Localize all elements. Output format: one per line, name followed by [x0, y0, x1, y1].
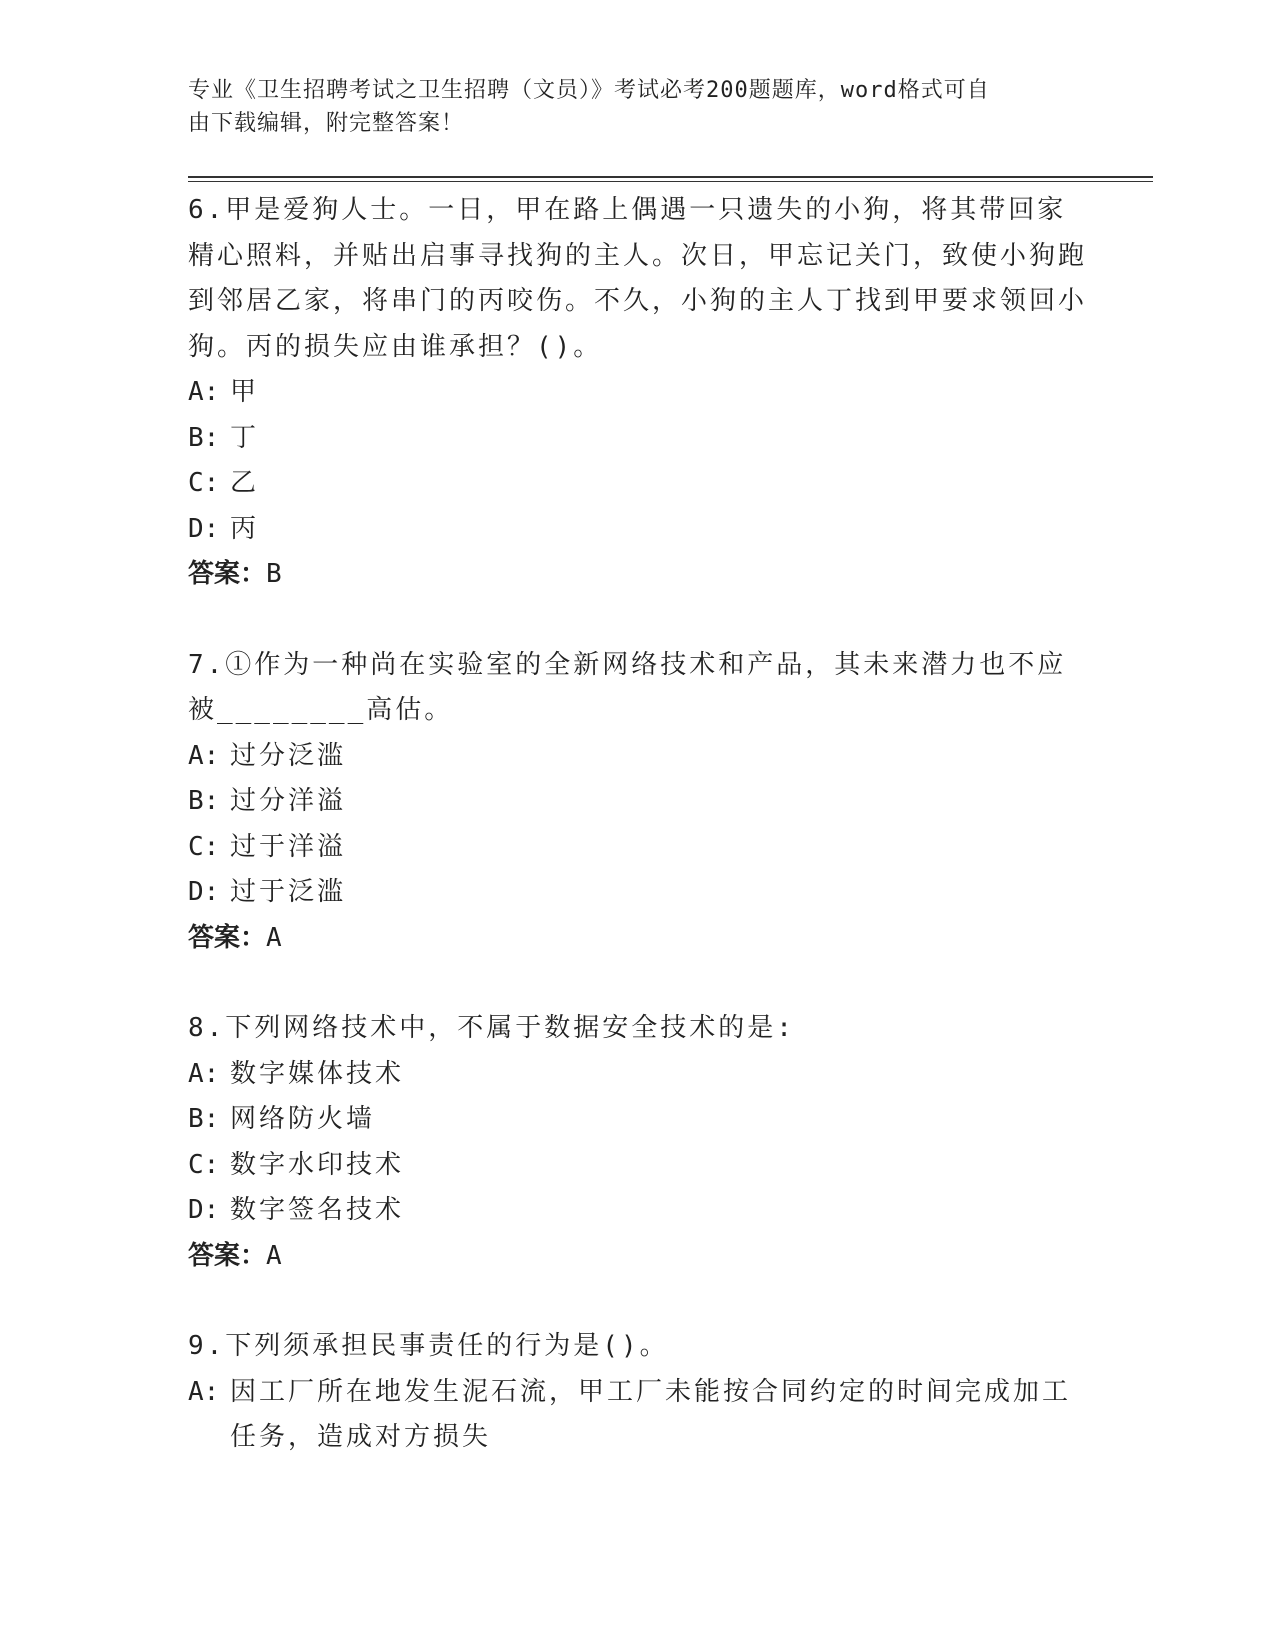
question-stem: 9.下列须承担民事责任的行为是()。 — [188, 1331, 669, 1361]
question-stem: 7.①作为一种尚在实验室的全新网络技术和产品，其未来潜力也不应被________高估。 — [188, 649, 1067, 725]
header-rule-thick — [188, 176, 1153, 178]
option-b — [188, 1097, 1088, 1143]
option-text: 丙 — [230, 513, 260, 544]
answer-value: A — [266, 922, 282, 953]
question-6 — [188, 188, 1088, 598]
header-line-2: 由下载编辑，附完整答案！ — [188, 111, 465, 136]
page-header — [188, 74, 1068, 140]
option-letter: D: — [188, 1195, 220, 1225]
option-a — [188, 370, 1088, 416]
option-letter: D: — [188, 513, 220, 544]
option-letter: A: — [188, 377, 220, 407]
option-text: 数字水印技术 — [230, 1149, 405, 1180]
answer-label: 答案： — [188, 1240, 267, 1271]
question-stem: 6.甲是爱狗人士。一日，甲在路上偶遇一只遗失的小狗，将其带回家精心照料，并贴出启事寻找狗的主人。次日，甲忘记关门，致使小狗跑到邻居乙家，将串门的丙咬伤。不久，小狗的主人丁找到甲要求领回小狗。丙的损失应由谁承担？()。 — [188, 195, 1088, 362]
option-text: 网络防火墙 — [230, 1104, 376, 1134]
option-a — [188, 1052, 1088, 1098]
question-9 — [188, 1324, 1088, 1461]
option-d — [188, 507, 1088, 553]
answer-line — [188, 1234, 1088, 1280]
option-text: 过于泛滥 — [230, 877, 347, 907]
option-text: 因工厂所在地发生泥石流，甲工厂未能按合同约定的时间完成加工任务，造成对方损失 — [230, 1376, 1072, 1452]
question-8 — [188, 1006, 1088, 1279]
option-a — [188, 734, 1088, 780]
option-c — [188, 825, 1088, 871]
option-text: 数字媒体技术 — [230, 1058, 405, 1089]
header-rule-thin — [188, 181, 1153, 182]
option-c — [188, 1143, 1088, 1189]
option-b — [188, 416, 1088, 462]
answer-line — [188, 916, 1088, 962]
question-list — [188, 188, 1088, 1461]
option-a — [188, 1370, 1088, 1461]
option-text: 过分泛滥 — [230, 740, 347, 771]
option-letter: C: — [188, 1149, 220, 1180]
header-line-1: 专业《卫生招聘考试之卫生招聘（文员）》考试必考200题题库，word格式可自 — [188, 78, 990, 103]
option-letter: B: — [188, 1104, 220, 1134]
option-d — [188, 1188, 1088, 1234]
option-text: 过分洋溢 — [230, 786, 347, 816]
option-d — [188, 870, 1088, 916]
answer-label: 答案： — [188, 922, 267, 953]
option-c — [188, 461, 1088, 507]
answer-line — [188, 552, 1088, 598]
option-letter: A: — [188, 1058, 220, 1089]
answer-value: B — [266, 559, 282, 589]
question-stem: 8.下列网络技术中，不属于数据安全技术的是: — [188, 1013, 795, 1043]
answer-value: A — [266, 1240, 282, 1271]
option-text: 丁 — [230, 422, 260, 453]
option-text: 过于洋溢 — [230, 831, 347, 862]
answer-label: 答案： — [188, 559, 267, 589]
option-letter: C: — [188, 468, 220, 498]
option-letter: D: — [188, 877, 220, 907]
option-text: 乙 — [230, 468, 260, 498]
option-b — [188, 779, 1088, 825]
option-letter: C: — [188, 831, 220, 862]
option-letter: A: — [188, 740, 220, 771]
option-letter: B: — [188, 422, 220, 453]
question-7 — [188, 643, 1088, 962]
option-text: 甲 — [230, 377, 260, 407]
option-text: 数字签名技术 — [230, 1195, 405, 1225]
option-letter: B: — [188, 786, 220, 816]
option-letter: A: — [188, 1376, 220, 1407]
